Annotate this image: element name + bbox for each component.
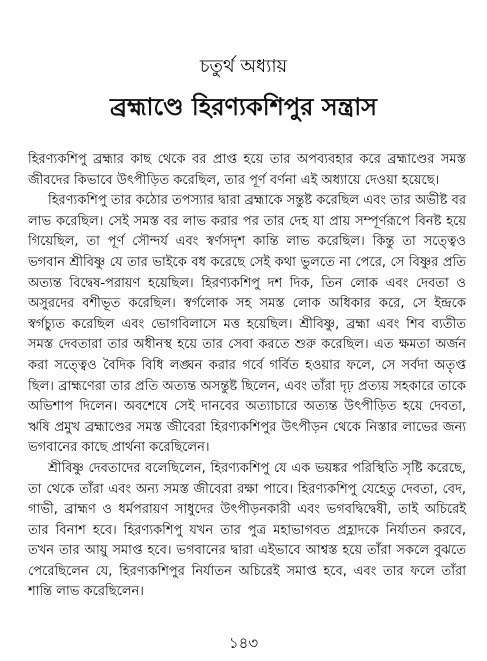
paragraph-hiranyakashipu-rule: হিরণ্যকশিপু তার কঠোর তপস্যার দ্বারা ব্রহ্মাকে সন্তুষ্ট করেছিল এবং তার অভীষ্ট বর লাভ করেছিল। সেই সমস্ত বর লাভ করার পর তার দেহ যা প্রায় সম্পূর্ণরূপে বিনষ্ট হয়ে গিয়েছিল, তা পূর্ণ সৌন্দর্য এবং স্বর্ণসদৃশ কান্তি লাভ করেছিল। কিন্তু তা সত্ত্বেও ভগবান শ্রীবিষ্ণু যে তার ভাইকে বধ করেছে সেই কথা ভুলতে না পেরে, সে বিষ্ণুর প্রতি অত্যন্ত বিদ্বেষ-পরায়ণ হয়েছিল। হিরণ্যকশিপু দশ দিক, তিন লোক এবং দেবতা ও অসুরদের বশীভূত করেছিল। স্বর্গলোক সহ সমস্ত লোক অধিকার করে, সে ইন্দ্রকে স্বর্গচ্যুত করেছিল এবং ভোগবিলাসে মত্ত হয়েছিল। শ্রীবিষ্ণু, ব্রহ্মা এবং শিব ব্যতীত সমস্ত দেবতারা তার অধীনস্থ হয়ে তার সেবা করতে শুরু করেছিল। এত ক্ষমতা অর্জন করা সত্ত্বেও বৈদিক বিধি লঙ্ঘন করার গর্বে গর্বিত হওয়ার ফলে, সে সর্বদা অতৃপ্ত ছিল। ব্রাহ্মণেরা তার প্রতি অত্যন্ত অসন্তুষ্ট ছিলেন, এবং তাঁরা দৃঢ় প্রত্যয় সহকারে তাকে অভিশাপ দিলেন। অবশেষে সেই দানবের অত্যাচারে অত্যন্ত উৎপীড়িত হয়ে দেবতা, ঋষি প্রমুখ ব্রহ্মাণ্ডের সমস্ত জীবেরা হিরণ্যকশিপুর উৎপীড়ন থেকে নিস্তার লাভের জন্য ভগবানের কাছে প্রার্থনা করেছিলেন। (28, 193, 466, 456)
chapter-heading: চতুর্থ অধ্যায় (199, 56, 288, 77)
chapter-title: ব্রহ্মাণ্ডে হিরণ্যকশিপুর সন্ত্রাস (109, 93, 378, 121)
summary-text (28, 150, 466, 603)
paragraph-vishnu-assurance: শ্রীবিষ্ণু দেবতাদের বলেছিলেন, হিরণ্যকশিপু যে এক ভয়ঙ্কর পরিস্থিতি সৃষ্টি করেছে, তা থেকে তাঁরা এবং অন্য সমস্ত জীবেরা রক্ষা পাবে। হিরণ্যকশিপু যেহেতু দেবতা, বেদ, গাভী, ব্রাহ্মণ ও ধর্মপরায়ণ সাধুদের উৎপীড়নকারী এবং ভগবদ্বিদ্বেষী, তাই অচিরেই তার বিনাশ হবে। হিরণ্যকশিপু যখন তার পুত্র মহাভাগবত প্রহ্লাদকে নির্যাতন করবে, তখন তার আয়ু সমাপ্ত হবে। ভগবানের দ্বারা এইভাবে আশ্বস্ত হয়ে তাঁরা সকলে বুঝতে পেরেছিলেন যে, হিরণ্যকশিপুর নির্যাতন অচিরেই সমাপ্ত হবে, এবং তার ফলে তাঁরা শান্তি লাভ করেছিলেন। (28, 460, 466, 600)
page-number: ১৪৩ (228, 634, 259, 652)
paragraph-intro: হিরণ্যকশিপু ব্রহ্মার কাছ থেকে বর প্রাপ্ত হয়ে তার অপব্যবহার করে ব্রহ্মাণ্ডের সমস্ত জীবদের কিভাবে উৎপীড়িত করেছিল, তার পূর্ণ বর্ণনা এই অধ্যায়ে দেওয়া হয়েছে। (28, 152, 466, 188)
